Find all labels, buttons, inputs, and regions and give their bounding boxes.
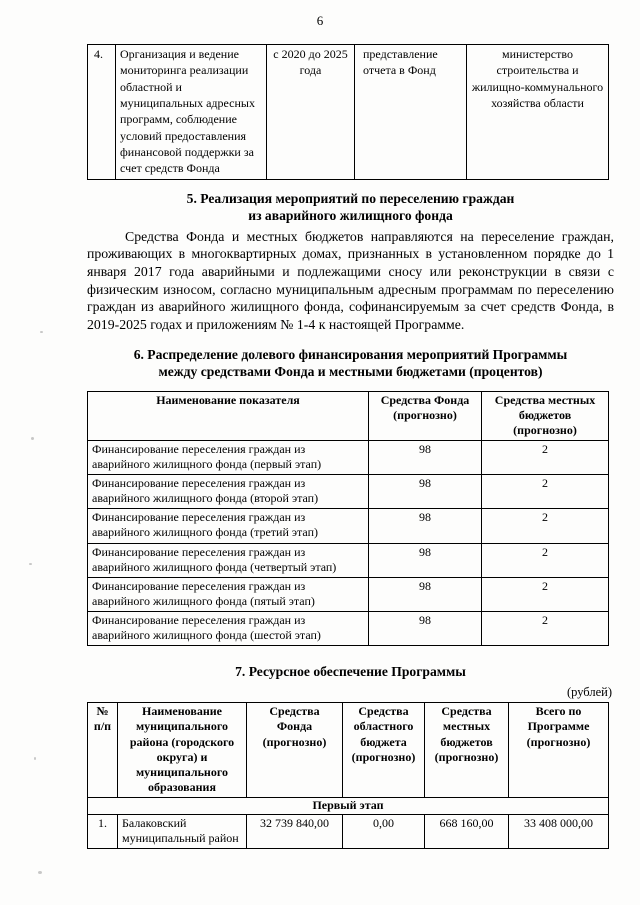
stage-header-row xyxy=(88,797,609,814)
table-row xyxy=(88,509,609,543)
cell-regional-money: 0,00 xyxy=(343,815,425,849)
scan-artifact xyxy=(29,563,32,565)
cell-period: с 2020 до 2025 года xyxy=(267,45,355,180)
activities-table xyxy=(87,44,609,180)
section-6-heading-line2: между средствами Фонда и местными бюджетами (процентов) xyxy=(158,364,543,380)
section-5-paragraph: Средства Фонда и местных бюджетов направляются на переселение граждан, проживающих в многоквартирных домах, признанных в установленном порядке до 1 января 2017 года аварийными и подлежащими сносу или реконструкции в связи с физическим износом, согласно муниципальным адресным программам по переселению граждан из аварийного жилищного фонда, софинансируемым за счет средств Фонда, в 2019-2025 годах и приложениям № 1-4 к настоящей Программе. xyxy=(87,228,614,332)
table-header-row xyxy=(88,703,609,798)
financing-share-table xyxy=(87,391,609,647)
header-regional-money: Средства областного бюджета (прогнозно) xyxy=(343,703,425,798)
cell-local-share: 2 xyxy=(482,475,609,509)
cell-row-number: 4. xyxy=(88,45,116,180)
table-row xyxy=(88,45,609,180)
cell-fund-share: 98 xyxy=(369,475,482,509)
cell-total-money: 33 408 000,00 xyxy=(509,815,609,849)
stage-header: Первый этап xyxy=(88,797,609,814)
scan-artifact xyxy=(38,871,42,874)
table-row xyxy=(88,440,609,474)
header-fund-share: Средства Фонда (прогнозно) xyxy=(369,391,482,440)
cell-local-share: 2 xyxy=(482,543,609,577)
scan-artifact xyxy=(31,437,34,440)
page-content xyxy=(87,44,614,849)
section-5-heading xyxy=(87,190,614,224)
section-6-heading xyxy=(87,346,614,380)
cell-fund-share: 98 xyxy=(369,611,482,645)
cell-local-share: 2 xyxy=(482,611,609,645)
header-indicator-name: Наименование показателя xyxy=(88,391,369,440)
cell-activity: Организация и ведение мониторинга реализации областной и муниципальных адресных программ, соблюдение условий предоставления финансовой поддержки за счет средств Фонда xyxy=(116,45,267,180)
cell-indicator: Финансирование переселения граждан из аварийного жилищного фонда (первый этап) xyxy=(88,440,369,474)
scan-artifact xyxy=(34,757,36,760)
cell-local-share: 2 xyxy=(482,440,609,474)
table-row xyxy=(88,543,609,577)
header-fund-money: Средства Фонда (прогнозно) xyxy=(247,703,343,798)
cell-local-share: 2 xyxy=(482,577,609,611)
table-row xyxy=(88,577,609,611)
cell-indicator: Финансирование переселения граждан из аварийного жилищного фонда (пятый этап) xyxy=(88,577,369,611)
table-row xyxy=(88,611,609,645)
resources-table xyxy=(87,702,609,849)
header-row-number: № п/п xyxy=(88,703,118,798)
header-total-money: Всего по Программе (прогнозно) xyxy=(509,703,609,798)
cell-fund-money: 32 739 840,00 xyxy=(247,815,343,849)
cell-local-money: 668 160,00 xyxy=(425,815,509,849)
cell-local-share: 2 xyxy=(482,509,609,543)
cell-fund-share: 98 xyxy=(369,543,482,577)
cell-fund-share: 98 xyxy=(369,440,482,474)
table-row xyxy=(88,815,609,849)
cell-indicator: Финансирование переселения граждан из аварийного жилищного фонда (четвертый этап) xyxy=(88,543,369,577)
section-5-heading-line1: 5. Реализация мероприятий по переселению граждан xyxy=(186,190,515,206)
cell-indicator: Финансирование переселения граждан из аварийного жилищного фонда (шестой этап) xyxy=(88,611,369,645)
cell-municipality: Балаковский муниципальный район xyxy=(118,815,247,849)
cell-indicator: Финансирование переселения граждан из аварийного жилищного фонда (второй этап) xyxy=(88,475,369,509)
cell-row-number: 1. xyxy=(88,815,118,849)
table-header-row xyxy=(88,391,609,440)
table-row xyxy=(88,475,609,509)
scan-artifact xyxy=(40,331,43,333)
page-number: 6 xyxy=(316,13,324,28)
cell-executor: министерство строительства и жилищно-коммунального хозяйства области xyxy=(467,45,609,180)
cell-fund-share: 98 xyxy=(369,577,482,611)
header-municipality: Наименование муниципального района (городского округа) и муниципального образования xyxy=(118,703,247,798)
section-6-heading-line1: 6. Распределение долевого финансирования мероприятий Программы xyxy=(133,347,568,363)
unit-note: (рублей) xyxy=(566,685,612,700)
cell-indicator: Финансирование переселения граждан из аварийного жилищного фонда (третий этап) xyxy=(88,509,369,543)
header-local-share: Средства местных бюджетов (прогнозно) xyxy=(482,391,609,440)
cell-fund-share: 98 xyxy=(369,509,482,543)
header-local-money: Средства местных бюджетов (прогнозно) xyxy=(425,703,509,798)
cell-result: представление отчета в Фонд xyxy=(355,45,467,180)
section-7-heading: 7. Ресурсное обеспечение Программы xyxy=(235,664,466,680)
section-5-heading-line2: из аварийного жилищного фонда xyxy=(248,207,453,223)
